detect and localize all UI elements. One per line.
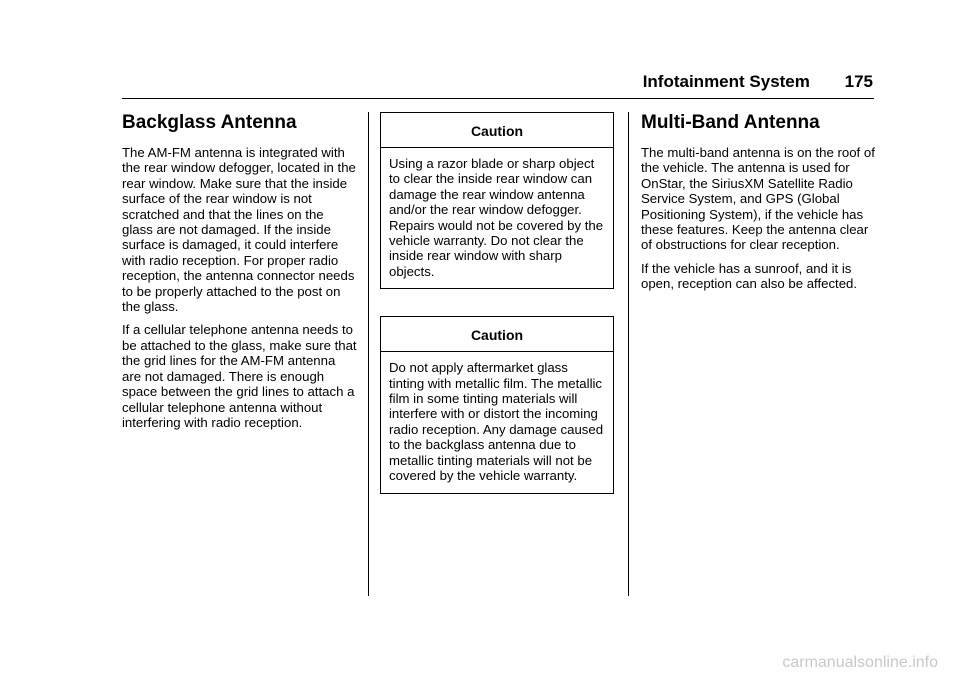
paragraph: The multi-band antenna is on the roof of the vehicle. The antenna is used for OnStar, the SiriusXM Satellite Radio Service System, and GPS (Global Positioning System), if the vehicle has these features. Keep the antenna clear of obstructions for clear reception.	[641, 145, 875, 253]
caution-title: Caution	[381, 317, 613, 352]
paragraph: If a cellular telephone antenna needs to be attached to the glass, make sure that the grid lines for the AM-FM antenna are not damaged. There is enough space between the grid lines to attach a cellular telephone antenna without interfering with radio reception.	[122, 322, 357, 430]
section-title: Infotainment System	[642, 72, 810, 91]
section-heading-multi-band-antenna: Multi-Band Antenna	[641, 112, 820, 133]
paragraph: The AM-FM antenna is integrated with the rear window defogger, located in the rear window. Make sure that the inside surface of the rear window is not scratched and that the lines on the glass are not damaged. If the inside surface is damaged, it could interfere with radio reception. For proper radio reception, the antenna connector needs to be properly attached to the post on the glass.	[122, 145, 356, 315]
header-rule	[122, 98, 874, 99]
caution-box	[380, 316, 614, 493]
column-divider	[628, 112, 629, 596]
caution-title: Caution	[381, 113, 613, 148]
left-column	[122, 112, 358, 438]
section-heading-backglass-antenna: Backglass Antenna	[122, 112, 297, 133]
caution-text: Do not apply aftermarket glass tinting with metallic film. The metallic film in some tinting materials will interfere with or distort the incoming radio reception. Any damage caused to the backglass antenna due to metallic tinting materials will not be covered by the vehicle warranty.	[389, 360, 604, 484]
paragraph: If the vehicle has a sunroof, and it is open, reception can also be affected.	[641, 260, 858, 292]
running-header	[643, 72, 873, 92]
right-column	[641, 112, 877, 300]
caution-text: Using a razor blade or sharp object to clear the inside rear window can damage the rear window antenna and/or the rear window defogger. Repairs would not be covered by the vehicle warranty. Do not clear the inside rear window with sharp objects.	[389, 156, 604, 279]
column-divider	[368, 112, 369, 596]
watermark: carmanualsonline.info	[782, 654, 938, 671]
caution-box	[380, 112, 614, 289]
page-number: 175	[844, 72, 873, 91]
middle-column	[380, 112, 614, 494]
